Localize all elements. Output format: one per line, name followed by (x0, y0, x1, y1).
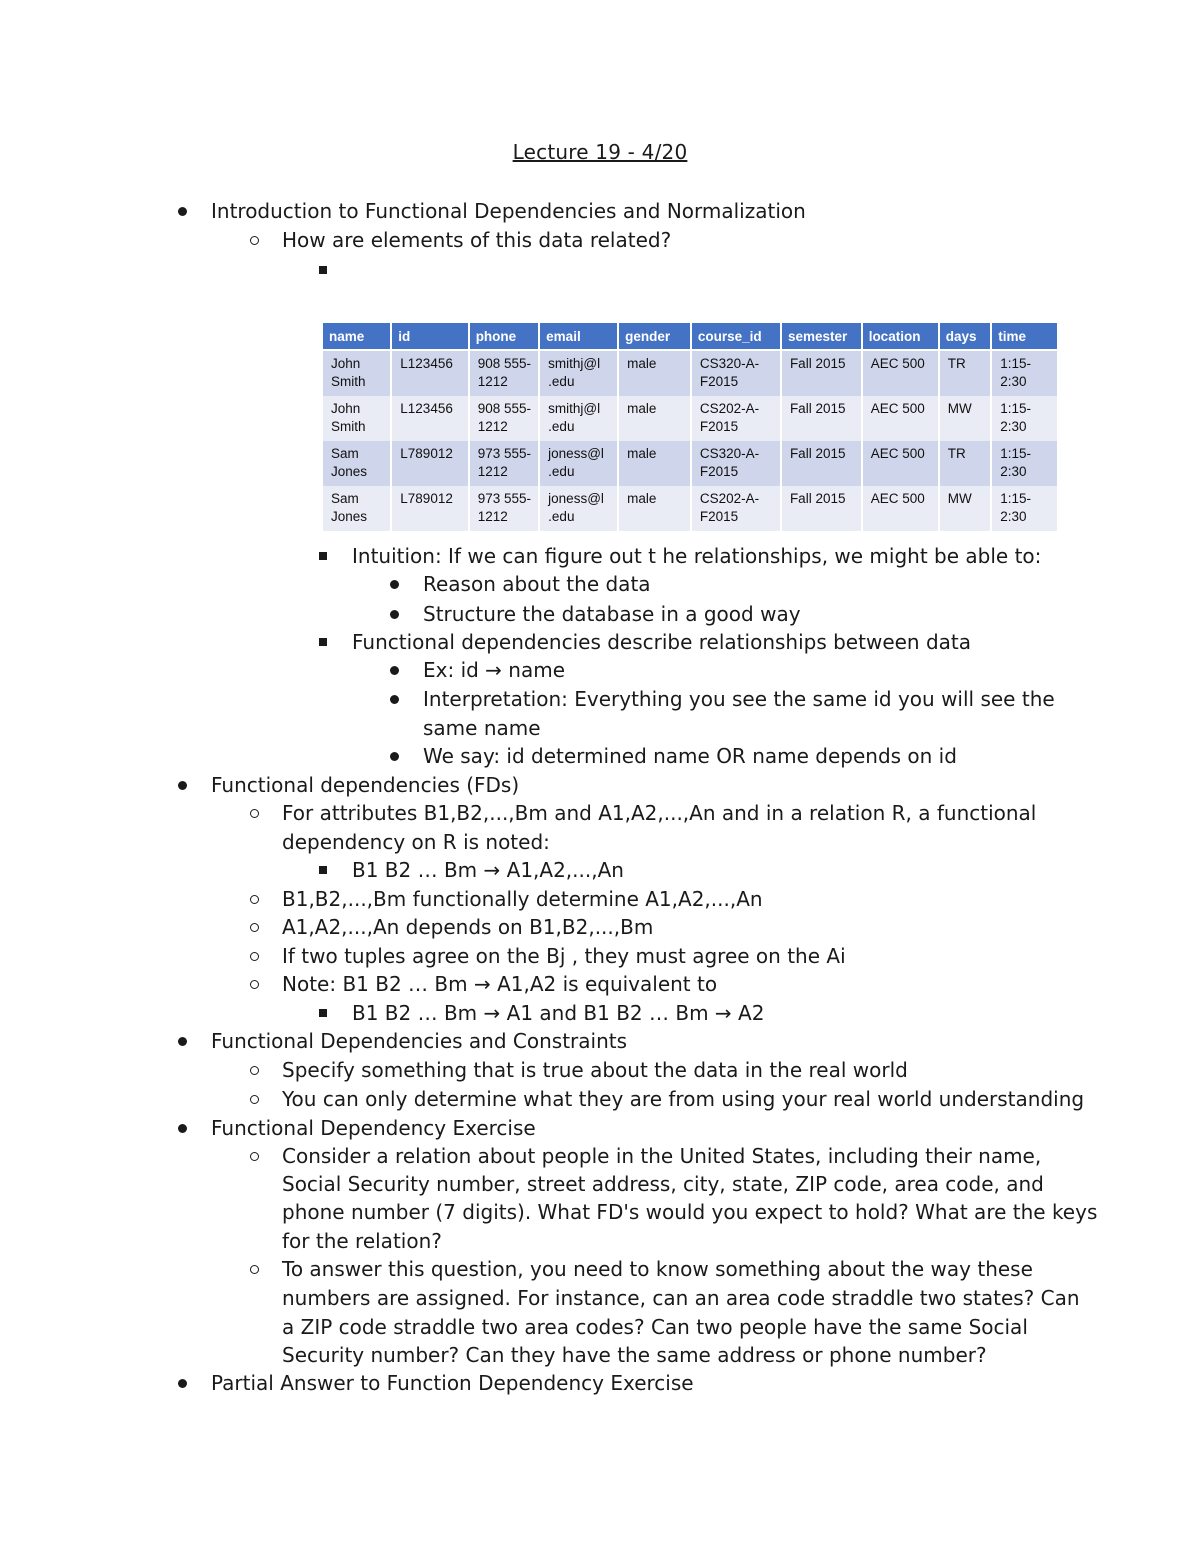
table-cell-course-id (692, 396, 780, 441)
outline-item-level-2: numbers are assigned. For instance, can an area code straddle two states? Can (282, 1286, 1080, 1310)
table-cell-gender (619, 396, 690, 441)
cell-text: 2:30 (1000, 464, 1027, 479)
cell-text: 973 555- (477, 446, 531, 461)
outline-item-level-3: Functional dependencies describe relationships between data (352, 630, 972, 654)
outline-item-level-2: a ZIP code straddle two area codes? Can two people have the same Social (282, 1315, 1028, 1339)
cell-text: AEC 500 (870, 356, 925, 371)
outline-item-level-2: phone number (7 digits). What FD's would you expect to hold? What are the keys (282, 1200, 1098, 1224)
cell-text: 2:30 (1000, 419, 1027, 434)
column-header-email: email (540, 323, 617, 351)
table-cell-time (992, 486, 1057, 531)
cell-text: 1212 (477, 509, 508, 524)
table-cell-email (540, 351, 617, 396)
table-cell-phone (470, 441, 538, 486)
cell-text: Smith (331, 419, 366, 434)
table-cell-id (392, 396, 467, 441)
outline-item-level-2: To answer this question, you need to know something about the way these (282, 1257, 1033, 1281)
table-cell-email (540, 486, 617, 531)
bullet-disc-icon (178, 207, 187, 216)
table-header-row (323, 323, 1057, 351)
cell-text: 2:30 (1000, 509, 1027, 524)
table-cell-name (323, 441, 390, 486)
cell-text: 1:15- (1000, 446, 1032, 461)
cell-text: male (627, 356, 657, 371)
cell-text: Sam (331, 446, 359, 461)
outline-item-level-4: same name (423, 716, 541, 740)
cell-text: CS320-A- (699, 446, 760, 461)
cell-text: 1212 (477, 374, 508, 389)
table-row (323, 486, 1057, 531)
table-row (323, 396, 1057, 441)
cell-text: L123456 (400, 356, 453, 371)
outline-item-level-2: Consider a relation about people in the United States, including their name, (282, 1144, 1042, 1168)
cell-text: .edu (548, 509, 575, 524)
column-header-days: days (940, 323, 991, 351)
page-title: Lecture 19 - 4/20 (512, 140, 688, 164)
table-cell-semester (782, 396, 861, 441)
bullet-square-icon (319, 266, 327, 274)
cell-text: F2015 (699, 464, 739, 479)
table-cell-location (863, 486, 938, 531)
outline-item-level-3: B1 B2 … Bm → A1,A2,...,An (352, 858, 624, 882)
outline-item-level-4: We say: id determined name OR name depends on id (423, 744, 957, 768)
cell-text: John (331, 356, 361, 371)
table-cell-gender (619, 486, 690, 531)
table-cell-course-id (692, 486, 780, 531)
table-cell-email (540, 441, 617, 486)
bullet-disc-icon (390, 752, 399, 761)
cell-text: 1:15- (1000, 356, 1032, 371)
outline-item-level-1: Partial Answer to Function Dependency Exercise (211, 1371, 694, 1395)
outline-item-level-2: Specify something that is true about the data in the real world (282, 1058, 908, 1082)
cell-text: TR (947, 446, 966, 461)
bullet-circle-icon (250, 923, 259, 932)
cell-text: male (627, 401, 657, 416)
bullet-circle-icon (250, 1152, 259, 1161)
bullet-disc-icon (390, 695, 399, 704)
bullet-circle-icon (250, 236, 259, 245)
outline-item-level-3: B1 B2 … Bm → A1 and B1 B2 … Bm → A2 (352, 1001, 765, 1025)
outline-item-level-1: Introduction to Functional Dependencies and Normalization (211, 199, 806, 223)
cell-text: Smith (331, 374, 366, 389)
cell-text: Fall 2015 (789, 446, 846, 461)
cell-text: 1:15- (1000, 401, 1032, 416)
column-header-time: time (992, 323, 1057, 351)
table-cell-time (992, 351, 1057, 396)
cell-text: AEC 500 (870, 401, 925, 416)
cell-text: MW (947, 401, 972, 416)
outline-item-level-1: Functional Dependencies and Constraints (211, 1029, 628, 1053)
column-header-semester: semester (782, 323, 861, 351)
outline-item-level-2: Social Security number, street address, city, state, ZIP code, area code, and (282, 1172, 1044, 1196)
cell-text: Fall 2015 (789, 356, 846, 371)
column-header-name: name (323, 323, 390, 351)
table-cell-days (940, 396, 991, 441)
cell-text: .edu (548, 419, 575, 434)
table-row (323, 351, 1057, 396)
table-cell-phone (470, 396, 538, 441)
bullet-square-icon (319, 638, 327, 646)
outline-item-level-4: Ex: id → name (423, 658, 566, 682)
table-cell-semester (782, 351, 861, 396)
column-header-phone: phone (470, 323, 538, 351)
table-cell-id (392, 486, 467, 531)
cell-text: L789012 (400, 446, 453, 461)
column-header-gender: gender (619, 323, 690, 351)
cell-text: smithj@l (548, 356, 601, 371)
cell-text: F2015 (699, 419, 739, 434)
bullet-disc-icon (390, 610, 399, 619)
cell-text: L123456 (400, 401, 453, 416)
bullet-disc-icon (390, 580, 399, 589)
cell-text: 908 555- (477, 401, 531, 416)
cell-text: John (331, 401, 361, 416)
cell-text: AEC 500 (870, 491, 925, 506)
table-cell-days (940, 351, 991, 396)
cell-text: AEC 500 (870, 446, 925, 461)
table-cell-time (992, 441, 1057, 486)
cell-text: smithj@l (548, 401, 601, 416)
cell-text: joness@l (548, 491, 604, 506)
table-cell-location (863, 351, 938, 396)
bullet-circle-icon (250, 809, 259, 818)
table-cell-course-id (692, 441, 780, 486)
outline-item-level-2: For attributes B1,B2,...,Bm and A1,A2,...,An and in a relation R, a functional (282, 801, 1037, 825)
outline-item-level-2: for the relation? (282, 1229, 442, 1253)
table-cell-id (392, 441, 467, 486)
cell-text: Jones (331, 509, 368, 524)
outline-item-level-2: dependency on R is noted: (282, 830, 550, 854)
cell-text: .edu (548, 464, 575, 479)
table-cell-location (863, 441, 938, 486)
outline-item-level-4: Interpretation: Everything you see the same id you will see the (423, 687, 1055, 711)
bullet-disc-icon (390, 666, 399, 675)
cell-text: CS202-A- (699, 491, 760, 506)
bullet-disc-icon (178, 1124, 187, 1133)
cell-text: 1212 (477, 464, 508, 479)
table-cell-location (863, 396, 938, 441)
outline-item-level-2: If two tuples agree on the Bj , they must agree on the Ai (282, 944, 846, 968)
cell-text: 908 555- (477, 356, 531, 371)
cell-text: joness@l (548, 446, 604, 461)
bullet-square-icon (319, 552, 327, 560)
bullet-circle-icon (250, 895, 259, 904)
column-header-id: id (392, 323, 467, 351)
table-cell-course-id (692, 351, 780, 396)
data-table (321, 323, 1059, 531)
outline-item-level-1: Functional Dependency Exercise (211, 1116, 536, 1140)
outline-item-level-4: Structure the database in a good way (423, 602, 801, 626)
cell-text: male (627, 446, 657, 461)
cell-text: CS320-A- (699, 356, 760, 371)
bullet-circle-icon (250, 1095, 259, 1104)
cell-text: TR (947, 356, 966, 371)
cell-text: F2015 (699, 509, 739, 524)
table-cell-time (992, 396, 1057, 441)
table-cell-gender (619, 441, 690, 486)
bullet-circle-icon (250, 1265, 259, 1274)
table-cell-email (540, 396, 617, 441)
table-cell-days (940, 441, 991, 486)
table-cell-days (940, 486, 991, 531)
table-body (323, 351, 1057, 531)
cell-text: CS202-A- (699, 401, 760, 416)
table-cell-name (323, 396, 390, 441)
outline-item-level-4: Reason about the data (423, 572, 651, 596)
outline-item-level-2: You can only determine what they are from using your real world understanding (282, 1087, 1085, 1111)
outline-item-level-2: Note: B1 B2 … Bm → A1,A2 is equivalent to (282, 972, 718, 996)
outline-item-level-2: How are elements of this data related? (282, 228, 672, 252)
cell-text: Fall 2015 (789, 491, 846, 506)
outline-item-level-1: Functional dependencies (FDs) (211, 773, 520, 797)
bullet-circle-icon (250, 1066, 259, 1075)
table-cell-semester (782, 486, 861, 531)
bullet-disc-icon (178, 781, 187, 790)
cell-text: 1:15- (1000, 491, 1032, 506)
table-cell-name (323, 486, 390, 531)
cell-text: male (627, 491, 657, 506)
cell-text: Sam (331, 491, 359, 506)
cell-text: 973 555- (477, 491, 531, 506)
outline-item-level-3: Intuition: If we can figure out t he relationships, we might be able to: (352, 544, 1042, 568)
outline-item-level-2: B1,B2,...,Bm functionally determine A1,A2,...,An (282, 887, 763, 911)
bullet-circle-icon (250, 980, 259, 989)
cell-text: L789012 (400, 491, 453, 506)
table-cell-phone (470, 486, 538, 531)
table-cell-id (392, 351, 467, 396)
bullet-square-icon (319, 1009, 327, 1017)
cell-text: Jones (331, 464, 368, 479)
bullet-circle-icon (250, 952, 259, 961)
table-cell-gender (619, 351, 690, 396)
bullet-disc-icon (178, 1037, 187, 1046)
table-cell-semester (782, 441, 861, 486)
column-header-location: location (863, 323, 938, 351)
cell-text: .edu (548, 374, 575, 389)
table-cell-phone (470, 351, 538, 396)
cell-text: 1212 (477, 419, 508, 434)
cell-text: 2:30 (1000, 374, 1027, 389)
column-header-course-id: course_id (692, 323, 780, 351)
cell-text: F2015 (699, 374, 739, 389)
cell-text: Fall 2015 (789, 401, 846, 416)
outline-item-level-2: A1,A2,...,An depends on B1,B2,...,Bm (282, 915, 654, 939)
bullet-disc-icon (178, 1379, 187, 1388)
table-cell-name (323, 351, 390, 396)
table-row (323, 441, 1057, 486)
bullet-square-icon (319, 866, 327, 874)
cell-text: MW (947, 491, 972, 506)
outline-item-level-2: Security number? Can they have the same address or phone number? (282, 1343, 987, 1367)
